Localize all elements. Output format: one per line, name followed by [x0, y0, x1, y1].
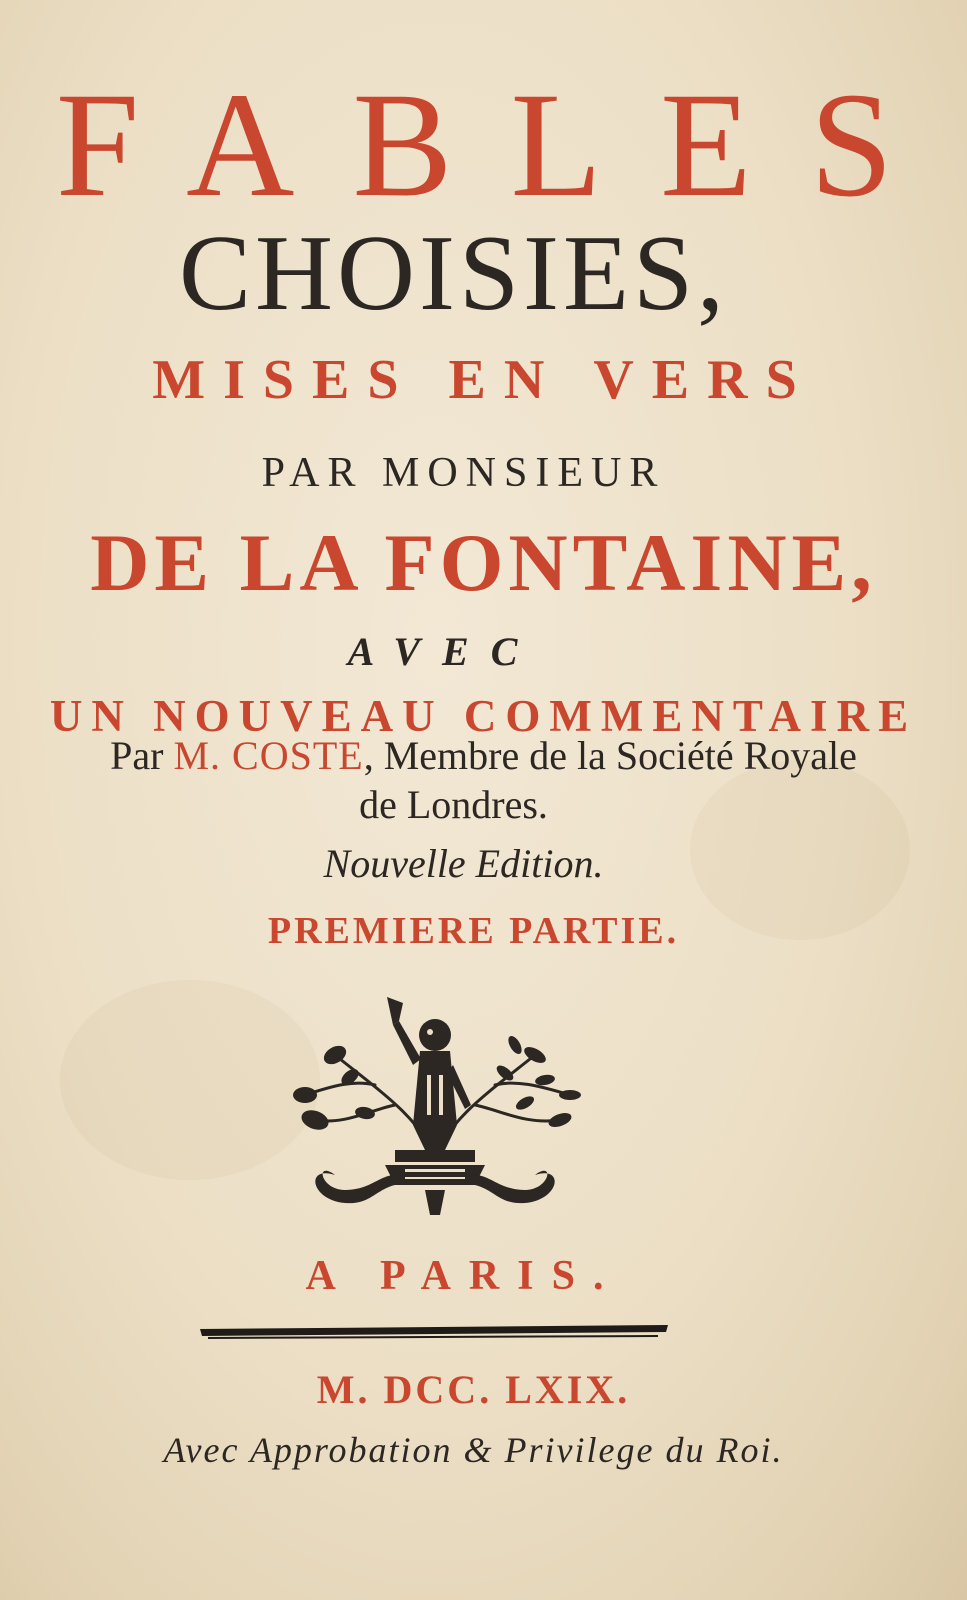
edition-label: Nouvelle Edition.	[323, 841, 604, 886]
par-label: Par	[110, 733, 174, 778]
author-name: DE LA FONTAINE,	[90, 517, 877, 608]
nouveau-commentaire: UN NOUVEAU COMMENTAIRE	[49, 691, 918, 741]
par-monsieur: PAR MONSIEUR	[261, 450, 666, 496]
part-label: PREMIERE PARTIE.	[267, 910, 680, 952]
commentator-affiliation: , Membre de la Société Royale	[363, 733, 857, 778]
printers-rule-icon	[198, 1322, 670, 1340]
avec-label: AVEC	[347, 629, 540, 674]
commentator-name: M. COSTE	[173, 733, 364, 778]
privilege-line: Avec Approbation & Privilege du Roi.	[163, 1430, 784, 1470]
subtitle-mises-en-vers: MISES EN VERS	[152, 349, 815, 411]
imprint-place: A PARIS.	[305, 1253, 622, 1299]
commentator-line	[0, 733, 967, 779]
imprint-date: M. DCC. LXIX.	[316, 1367, 631, 1412]
title-choisies: CHOISIES,	[178, 214, 729, 333]
affiliation-londres: de Londres.	[359, 782, 548, 827]
cherub-vignette-icon	[275, 985, 595, 1230]
title-fables: FABLES	[55, 62, 952, 228]
